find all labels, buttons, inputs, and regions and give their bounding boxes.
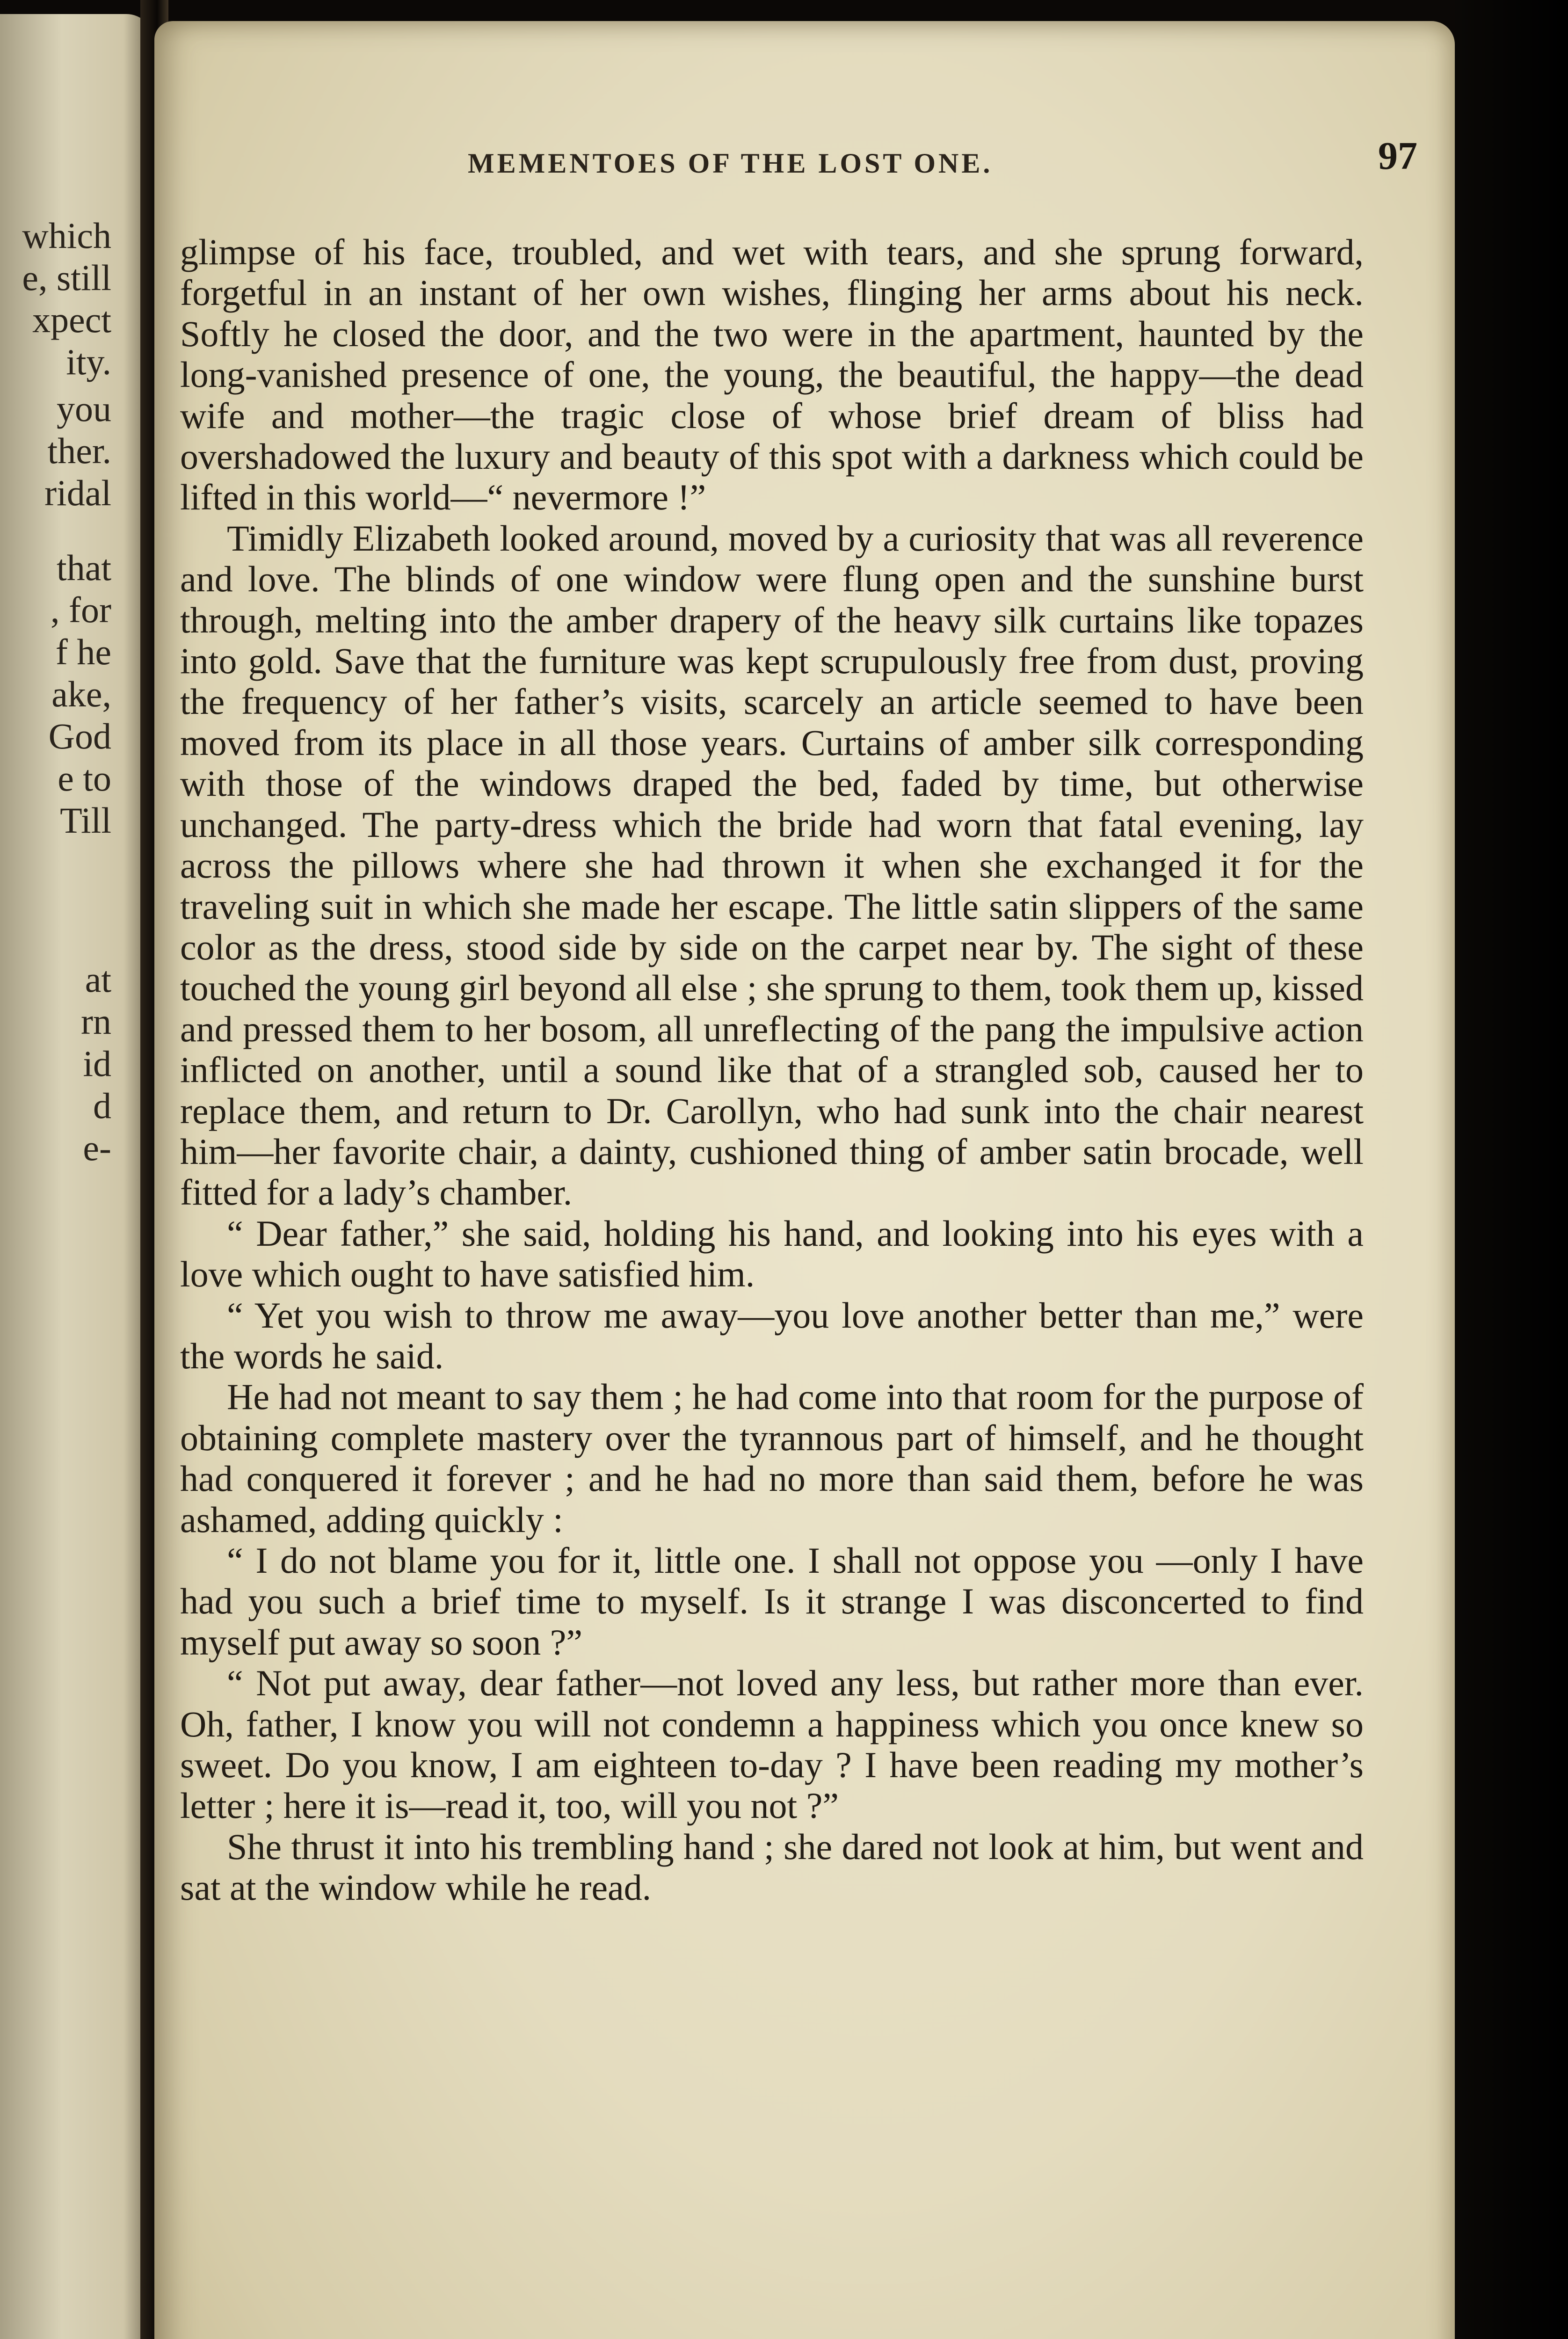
book-page xyxy=(154,21,1455,2339)
left-fragment: e to xyxy=(58,758,111,799)
left-fragment: e- xyxy=(83,1127,111,1168)
left-fragment: ake, xyxy=(51,674,111,714)
body-text xyxy=(180,232,1364,1908)
left-fragment: ridal xyxy=(44,472,111,513)
left-fragment: God xyxy=(48,716,111,756)
page-number: 97 xyxy=(1378,134,1417,178)
paragraph: “ Not put away, dear father—not loved any less, but rather more than ever. Oh, father, I know you will not condemn a happiness which you once knew so sweet. Do you know, I am eighteen to-day ? I have been reading my mother’s letter ; here it is—read it, too, will you not ?” xyxy=(180,1663,1364,1826)
left-fragment: ther. xyxy=(47,430,111,471)
page-header xyxy=(154,133,1455,185)
left-fragment: at xyxy=(85,959,111,1000)
paragraph: “ Yet you wish to throw me away—you love another better than me,” were the words he said. xyxy=(180,1294,1364,1376)
dark-border xyxy=(1455,0,1568,2339)
paragraph: She thrust it into his trembling hand ; she dared not look at him, but went and sat at the window while he read. xyxy=(180,1826,1364,1908)
paragraph: Timidly Elizabeth looked around, moved by a curiosity that was all reverence and love. The blinds of one window were flung open and the sunshine burst through, melting into the amber drapery of the heavy silk curtains like topazes into gold. Save that the furniture was kept scrupulously free from dust, proving the frequency of her father’s visits, scarcely an article seemed to have been moved from its place in all those years. Curtains of amber silk corresponding with those of the windows draped the bed, faded by time, but otherwise unchanged. The party-dress which the bride had worn that fatal evening, lay across the pillows where she had thrown it when she exchanged it for the traveling suit in which she made her escape. The little satin slippers of the same color as the dress, stood side by side on the carpet near by. The sight of these touched the young girl beyond all else ; she sprung to them, took them up, kissed and pressed them to her bosom, all unreflecting of the pang the impulsive action inflicted on another, until a sound like that of a strangled sob, caused her to replace them, and return to Dr. Carollyn, who had sunk into the chair nearest him—her favorite chair, a dainty, cushioned thing of amber satin brocade, well fitted for a lady’s chamber. xyxy=(180,517,1364,1213)
left-fragment: id xyxy=(83,1043,111,1084)
left-fragment: rn xyxy=(81,1001,111,1042)
left-fragment: e, still xyxy=(22,257,111,298)
left-fragment: Till xyxy=(60,800,111,841)
paragraph: “ Dear father,” she said, holding his hand, and looking into his eyes with a love which ought to have satisfied him. xyxy=(180,1213,1364,1295)
left-fragment: d xyxy=(93,1085,111,1126)
left-fragment: you xyxy=(57,388,111,429)
left-fragment: , for xyxy=(51,589,111,630)
paragraph: glimpse of his face, troubled, and wet with tears, and she sprung forward, forgetful in an instant of her own wishes, flinging her arms about his neck. Softly he closed the door, and the two were in the apartment, haunted by the long-vanished presence of one, the young, the beautiful, the happy—the dead wife and mother—the tragic close of whose brief dream of bliss had overshadowed the luxury and beauty of this spot with a darkness which could be lifted in this world—“ nevermore !” xyxy=(180,232,1364,518)
left-fragment: which xyxy=(22,215,111,256)
left-fragment: f he xyxy=(55,632,111,672)
paragraph: He had not meant to say them ; he had come into that room for the purpose of obtaining complete mastery over the tyrannous part of himself, and he thought had conquered it forever ; and he had no more than said them, before he was ashamed, adding quickly : xyxy=(180,1376,1364,1540)
left-fragment: ity. xyxy=(66,341,111,382)
running-title: MEMENTOES OF THE LOST ONE. xyxy=(468,148,993,179)
left-fragment: that xyxy=(57,547,111,588)
left-fragment: xpect xyxy=(32,299,111,340)
paragraph: “ I do not blame you for it, little one. I shall not oppose you —only I have had you such a brief time to myself. Is it strange I was disconcerted to find myself put away so soon ?” xyxy=(180,1540,1364,1663)
left-page-edge xyxy=(0,14,154,2339)
